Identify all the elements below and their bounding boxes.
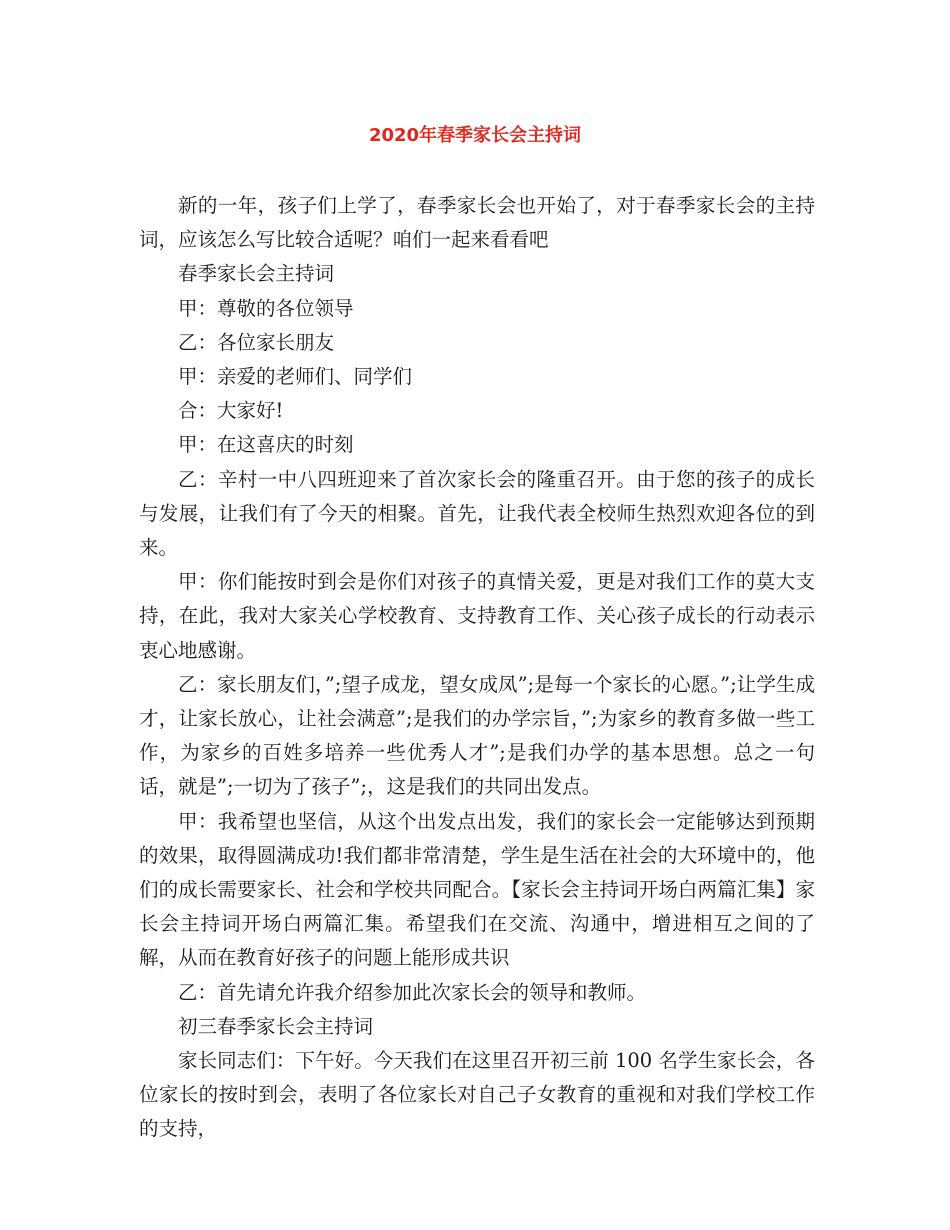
dialogue-paragraph: 乙：辛村一中八四班迎来了首次家长会的隆重召开。由于您的孩子的成长与发展，让我们有了今天的相聚。首先，让我代表全校师生热烈欢迎各位的到来。	[139, 467, 815, 560]
section-heading: 初三春季家长会主持词	[178, 1014, 374, 1038]
dialogue-line: 乙：各位家长朋友	[178, 330, 335, 354]
body-paragraph: 家长同志们：下午好。今天我们在这里召开初三前 100 名学生家长会，各位家长的按时到会，表明了各位家长对自己子女教育的重视和对我们学校工作的支持，	[139, 1049, 815, 1141]
dialogue-paragraph: 甲：你们能按时到会是你们对孩子的真情关爱，更是对我们工作的莫大支持，在此，我对大家关心学校教育、支持教育工作、关心孩子成长的行动表示衷心地感谢。	[139, 570, 815, 662]
dialogue-line: 乙：首先请允许我介绍参加此次家长会的领导和教师。	[178, 980, 647, 1004]
dialogue-line: 甲：亲爱的老师们、同学们	[178, 365, 413, 389]
dialogue-paragraph: 乙：家长朋友们，”;望子成龙，望女成凤”;是每一个家长的心愿。”;让学生成才，让家长放心，让社会满意”;是我们的办学宗旨，”;为家乡的教育多做一些工作，为家乡的百姓多培养一些优秀人才”;是我们办学的基本思想。总之一句话，就是”;一切为了孩子”;，这是我们的共同出发点。	[139, 672, 815, 799]
document-title: 2020年春季家长会主持词	[368, 125, 582, 146]
dialogue-line: 甲：尊敬的各位领导	[178, 296, 354, 320]
document-body	[139, 189, 815, 1147]
dialogue-line: 甲：在这喜庆的时刻	[178, 433, 354, 457]
dialogue-paragraph: 甲：我希望也坚信，从这个出发点出发，我们的家长会一定能够达到预期的效果，取得圆满成功!我们都非常清楚，学生是生活在社会的大环境中的，他们的成长需要家长、社会和学校共同配合。【家长会主持词开场白两篇汇集】家长会主持词开场白两篇汇集。希望我们在交流、沟通中，增进相互之间的了解，从而在教育好孩子的问题上能形成共识	[139, 809, 815, 970]
section-heading: 春季家长会主持词	[178, 262, 335, 286]
intro-paragraph: 新的一年，孩子们上学了，春季家长会也开始了，对于春季家长会的主持词，应该怎么写比较合适呢？咱们一起来看看吧	[139, 194, 815, 252]
dialogue-line: 合：大家好!	[178, 399, 284, 423]
